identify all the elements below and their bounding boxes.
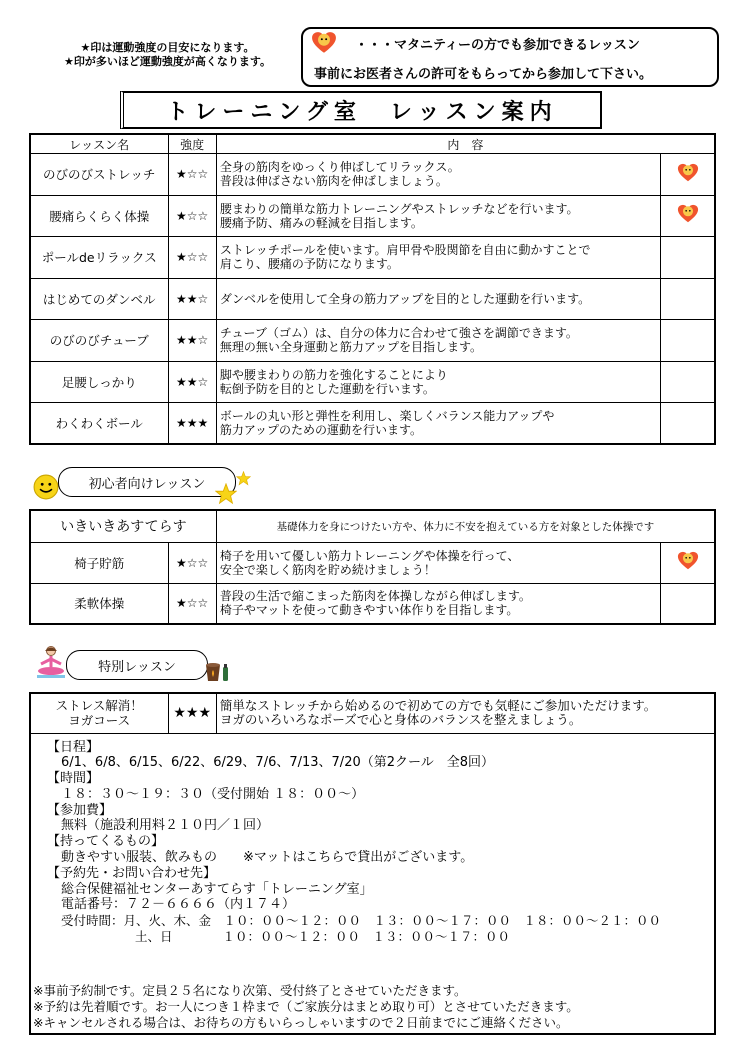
lesson-row bbox=[30, 361, 715, 403]
beginner-program-name: いきいきあすてらす bbox=[30, 510, 216, 542]
reservation-note-3: ※キャンセルされる場合は、お待ちの方もいらっしゃいますので２日前までにご連絡ください。 bbox=[33, 1014, 569, 1030]
lesson-desc-line1: 椅子を用いて優しい筋力トレーニングや体操を行って、 bbox=[219, 548, 520, 563]
lesson-description bbox=[216, 195, 660, 237]
reservation-note-1: ※事前予約制です。定員２５名になり次第、受付終了とさせていただきます。 bbox=[33, 982, 467, 998]
yoga-desc-line1: 簡単なストレッチから始めるので初めての方でも気軽にご参加いただけます。 bbox=[219, 698, 657, 714]
lesson-table bbox=[29, 133, 716, 445]
lesson-row bbox=[30, 278, 715, 320]
header-intensity: 強度 bbox=[168, 134, 216, 154]
beginner-table bbox=[29, 509, 716, 625]
maternity-cell bbox=[661, 237, 715, 279]
fee-heading: 【参加費】 bbox=[47, 802, 113, 818]
yoga-info-cell bbox=[30, 733, 715, 1034]
lesson-intensity: ★★☆ bbox=[168, 361, 216, 403]
yoga-info-row bbox=[30, 733, 715, 1034]
lesson-intensity: ★★☆ bbox=[168, 320, 216, 362]
fee-value: 無料（施設利用料２１０円／１回） bbox=[61, 818, 270, 834]
schedule-heading: 【日程】 bbox=[47, 739, 100, 755]
special-section-label: 特別レッスン bbox=[66, 650, 208, 680]
lesson-desc-line1: 腰まわりの簡単な筋力トレーニングやストレッチなどを行います。 bbox=[219, 201, 579, 216]
lesson-intensity: ★☆☆ bbox=[168, 237, 216, 279]
reservation-note-2: ※予約は先着順です。お一人につき１枠まで（ご家族分はまとめ取り可）とさせていただきます。 bbox=[33, 998, 579, 1014]
beginner-section-label: 初心者向けレッスン bbox=[58, 467, 236, 497]
header-lesson-name: レッスン名 bbox=[30, 134, 168, 154]
lesson-row bbox=[30, 403, 715, 445]
smiley-icon bbox=[33, 474, 59, 500]
lesson-desc-line1: 脚や腰まわりの筋力を強化することにより bbox=[219, 367, 448, 382]
schedule-dates: 6/1、6/8、6/15、6/22、6/29、7/6、7/13、7/20（第2クール 全8回） bbox=[61, 755, 495, 771]
lesson-name: わくわくボール bbox=[30, 403, 168, 445]
lesson-name: ポールdeリラックス bbox=[30, 237, 168, 279]
contact-phone: 電話番号：７２－６６６６（内１７４） bbox=[61, 897, 296, 913]
lesson-row bbox=[30, 195, 715, 237]
star-icon bbox=[215, 483, 237, 505]
yoga-row bbox=[30, 693, 715, 733]
lesson-description bbox=[216, 403, 660, 445]
contact-facility: 総合保健福祉センターあすてらす「トレーニング室」 bbox=[61, 881, 373, 897]
lesson-description bbox=[216, 583, 660, 624]
lesson-name: 足腰しっかり bbox=[30, 361, 168, 403]
maternity-cell bbox=[661, 542, 715, 583]
lesson-description bbox=[216, 237, 660, 279]
lesson-desc-line2: 筋力アップのための運動を行います。 bbox=[219, 423, 423, 437]
title-banner bbox=[120, 91, 602, 129]
maternity-heart-icon bbox=[677, 162, 699, 184]
lesson-description bbox=[216, 542, 660, 583]
yoga-intensity: ★★★ bbox=[168, 693, 216, 733]
maternity-cell bbox=[661, 583, 715, 624]
lesson-intensity: ★☆☆ bbox=[168, 542, 216, 583]
lesson-name: のびのびチューブ bbox=[30, 320, 168, 362]
reservation-notes bbox=[33, 983, 714, 1031]
special-table bbox=[29, 692, 716, 1035]
lesson-desc-line2: 肩こり、腰痛の予防になります。 bbox=[219, 257, 399, 272]
lesson-desc-line1: ボールの丸い形と弾性を利用し、楽しくバランス能力アップや bbox=[219, 409, 555, 423]
page-title: トレーニング室 レッスン案内 bbox=[166, 100, 558, 125]
lesson-desc-line2: 安全で楽しく筋肉を貯め続けましょう！ bbox=[219, 562, 436, 577]
lesson-desc-line1: 普段の生活で縮こまった筋肉を体操しながら伸ばします。 bbox=[219, 589, 531, 604]
maternity-heart-icon bbox=[311, 30, 337, 56]
maternity-cell bbox=[661, 361, 715, 403]
header-content: 内 容 bbox=[216, 134, 715, 154]
lesson-description bbox=[216, 154, 660, 196]
maternity-heart-icon bbox=[677, 203, 699, 225]
lesson-desc-line2: 転倒予防を目的とした運動を行います。 bbox=[219, 381, 435, 396]
lesson-intensity: ★☆☆ bbox=[168, 583, 216, 624]
yoga-person-icon bbox=[36, 645, 66, 679]
lesson-row bbox=[30, 320, 715, 362]
intensity-note-line2: ★印が多いほど運動強度が高くなります。 bbox=[64, 55, 271, 68]
lesson-desc-line2: 腰痛予防、痛みの軽減を目指します。 bbox=[219, 215, 423, 230]
intensity-note-line1: ★印は運動強度の目安になります。 bbox=[80, 41, 255, 54]
lesson-name: はじめてのダンベル bbox=[30, 278, 168, 320]
maternity-requirement-text: 事前にお医者さんの許可をもらってから参加して下さい。 bbox=[314, 67, 653, 82]
contact-hours-weekday: 受付時間：月、火、木、金 １０：００～１２：００ １３：００～１７：００ １８：００～２１：００ bbox=[61, 913, 662, 929]
yoga-course-name bbox=[30, 693, 168, 733]
yoga-info-block bbox=[33, 740, 714, 945]
lesson-row bbox=[30, 154, 715, 196]
lesson-desc-line2: 無理の無い全身運動と筋力アップを目指します。 bbox=[219, 340, 483, 355]
lesson-table-header bbox=[30, 134, 715, 154]
lesson-desc-line1: チューブ（ゴム）は、自分の体力に合わせて強さを調節できます。 bbox=[219, 326, 578, 341]
bring-value: 動きやすい服装、飲みもの ※マットはこちらで貸出がございます。 bbox=[61, 850, 474, 866]
lesson-row bbox=[30, 542, 715, 583]
maternity-legend-text: ・・・マタニティーの方でも参加できるレッスン bbox=[355, 38, 640, 53]
lesson-name: 柔軟体操 bbox=[30, 583, 168, 624]
lesson-intensity: ★★☆ bbox=[168, 278, 216, 320]
lesson-desc-line1: ダンベルを使用して全身の筋力アップを目的とした運動を行います。 bbox=[219, 291, 591, 306]
lesson-desc-line2: 椅子やマットを使って動きやすい体作りを目指します。 bbox=[219, 603, 519, 618]
bring-heading: 【持ってくるもの】 bbox=[47, 834, 165, 850]
yoga-name-line2: ヨガコース bbox=[68, 713, 131, 729]
lesson-desc-line2: 普段は伸ばさない筋肉を伸ばしましょう。 bbox=[219, 174, 448, 189]
time-heading: 【時間】 bbox=[47, 771, 100, 787]
lesson-description bbox=[216, 278, 660, 320]
lesson-desc-line1: 全身の筋肉をゆっくり伸ばしてリラックス。 bbox=[219, 160, 460, 175]
lesson-name: 椅子貯筋 bbox=[30, 542, 168, 583]
lesson-intensity: ★★★ bbox=[168, 403, 216, 445]
lesson-description bbox=[216, 320, 660, 362]
maternity-cell bbox=[661, 403, 715, 445]
lesson-row bbox=[30, 237, 715, 279]
lesson-name: 腰痛らくらく体操 bbox=[30, 195, 168, 237]
maternity-cell bbox=[661, 195, 715, 237]
maternity-cell bbox=[661, 278, 715, 320]
yoga-name-line1: ストレス解消！ bbox=[55, 698, 143, 714]
yoga-desc-line2: ヨガのいろいろなポーズで心と身体のバランスを整えましょう。 bbox=[219, 712, 582, 728]
intensity-note bbox=[40, 41, 295, 69]
maternity-cell bbox=[661, 154, 715, 196]
contact-heading: 【予約先・お問い合わせ先】 bbox=[47, 865, 217, 881]
contact-hours-weekend: 土、日 １０：００～１２：００ １３：００～１７：００ bbox=[135, 929, 511, 945]
yoga-description bbox=[216, 693, 715, 733]
lesson-desc-line1: ストレッチポールを使います。肩甲骨や股関節を自由に動かすことで bbox=[219, 243, 591, 258]
small-star-icon bbox=[236, 471, 251, 486]
aroma-pot-icon bbox=[202, 657, 232, 683]
maternity-cell bbox=[661, 320, 715, 362]
lesson-intensity: ★☆☆ bbox=[168, 195, 216, 237]
maternity-heart-icon bbox=[677, 550, 699, 572]
beginner-program-desc: 基礎体力を身につけたい方や、体力に不安を抱えている方を対象とした体操です bbox=[216, 510, 715, 542]
lesson-row bbox=[30, 583, 715, 624]
lesson-intensity: ★☆☆ bbox=[168, 154, 216, 196]
lesson-description bbox=[216, 361, 660, 403]
lesson-name: のびのびストレッチ bbox=[30, 154, 168, 196]
beginner-program-row bbox=[30, 510, 715, 542]
time-value: １８：３０～１９：３０（受付開始 １８：００～） bbox=[61, 786, 365, 802]
